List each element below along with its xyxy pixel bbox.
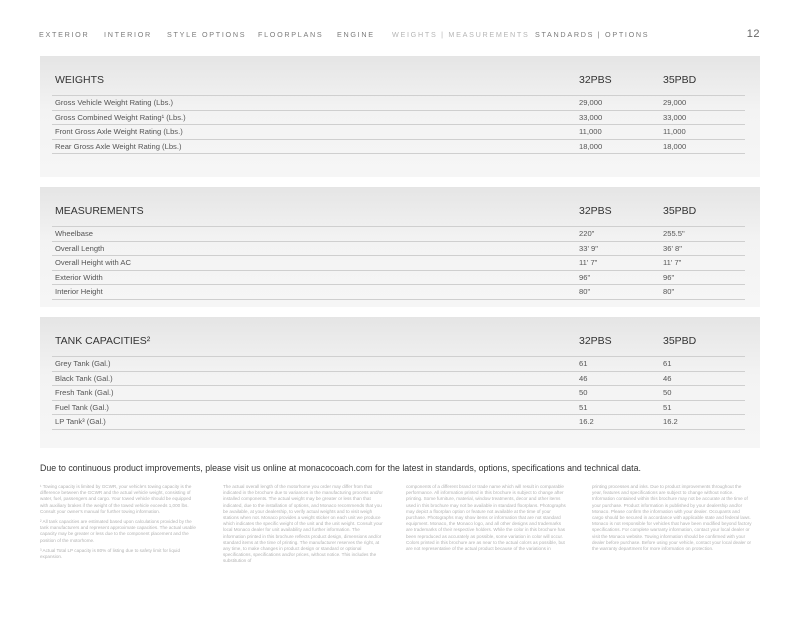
column-header-35pbd: 35PBD (663, 74, 697, 86)
table-row (52, 372, 745, 387)
measurements-panel (40, 187, 760, 307)
row-label: Fuel Tank (Gal.) (55, 402, 109, 412)
weights-header (40, 56, 760, 96)
table-row (52, 227, 745, 242)
footnote-paragraph: The actual overall length of the motorhome you order may differ from that indicated in the brochure due to variances in the manufacturing process and/or installed components. The actual weight may be greater or less than that indicated, due to the installation of options, and Monaco recommends that you be available, at your dealership, to verify actual weights and to visit weigh stations when not. Monaco provides a weight sticker on each unit we produce which indicates the specific weight of the unit and the unit weight. Consult your local Monaco dealer for unit availability and further information. The information printed in this brochure reflects product design, dimensions and/or standard items at the time of printing. The manufacturer reserves the right, at any time, to make changes in product design or standard or optional specifications, specifications and/or prices, without notice. This includes the substitution of (223, 484, 383, 564)
nav-item-floorplans[interactable]: FLOORPLANS (258, 30, 324, 39)
value-32pbs: 51 (579, 402, 588, 412)
value-35pbd: 29,000 (663, 98, 687, 107)
row-label: Overall Height with AC (55, 258, 131, 267)
value-32pbs: 18,000 (579, 141, 603, 151)
value-32pbs: 11,000 (579, 127, 602, 136)
table-row (52, 256, 745, 271)
footnote-column (592, 484, 752, 556)
tank-capacities-table (52, 356, 745, 430)
table-row (52, 285, 745, 300)
value-32pbs: 11' 7" (579, 258, 598, 267)
nav-item-standards-options[interactable]: STANDARDS | OPTIONS (535, 30, 650, 39)
value-35pbd: 11,000 (663, 127, 686, 136)
column-header-35pbd: 35PBD (663, 205, 697, 217)
value-32pbs: 96" (579, 272, 591, 282)
table-row (52, 125, 745, 140)
table-row (52, 415, 745, 430)
nav-item-style-options[interactable]: STYLE OPTIONS (167, 30, 247, 39)
row-label: Rear Gross Axle Weight Rating (Lbs.) (55, 141, 182, 151)
column-header-35pbd: 35PBD (663, 335, 697, 347)
measurements-title: MEASUREMENTS (55, 205, 144, 217)
table-row (52, 140, 745, 155)
footnote-column (223, 484, 383, 569)
measurements-header (40, 187, 760, 227)
value-32pbs: 61 (579, 359, 588, 368)
value-35pbd: 46 (663, 373, 672, 383)
weights-title: WEIGHTS (55, 74, 104, 86)
measurements-table (52, 226, 745, 300)
value-35pbd: 51 (663, 402, 672, 412)
column-header-32pbs: 32PBS (579, 74, 612, 86)
column-header-32pbs: 32PBS (579, 205, 612, 217)
row-label: LP Tank³ (Gal.) (55, 417, 106, 426)
table-row (52, 271, 745, 286)
row-label: Overall Length (55, 243, 105, 253)
table-row (52, 357, 745, 372)
weights-panel (40, 56, 760, 177)
row-label: Black Tank (Gal.) (55, 373, 113, 383)
row-label: Fresh Tank (Gal.) (55, 388, 114, 397)
nav-item-exterior[interactable]: EXTERIOR (39, 30, 90, 39)
value-35pbd: 36' 8" (663, 243, 682, 253)
top-nav (39, 30, 759, 42)
value-35pbd: 61 (663, 359, 672, 368)
page-number: 12 (746, 28, 760, 40)
row-label: Interior Height (55, 287, 103, 296)
value-35pbd: 80" (663, 287, 675, 296)
value-32pbs: 46 (579, 373, 588, 383)
footnote-paragraph: printing processes and inks. Due to product improvements throughout the year, features and specifications are subject to change without notice. Information contained within this brochure may not be accurate at the time of your purchase. Product information is published by your dealership and/or Monaco. Please confirm the information with your dealer. Occupants and cargo should be secured in accordance with applicable state and federal laws. Monaco is not responsible for vehicles that have been modified beyond factory specifications. For complete warranty information, contact your local dealer or visit the Monaco website. Towing information should be confirmed with your dealer before purchase. Before using your vehicle, contact your local dealer or the warranty department for more information on protection. (592, 484, 752, 552)
row-label: Gross Combined Weight Rating¹ (Lbs.) (55, 112, 186, 122)
value-32pbs: 33,000 (579, 112, 603, 122)
row-label: Wheelbase (55, 229, 93, 238)
row-label: Grey Tank (Gal.) (55, 359, 111, 368)
tank-capacities-header (40, 317, 760, 357)
row-label: Front Gross Axle Weight Rating (Lbs.) (55, 127, 183, 136)
tank-capacities-panel (40, 317, 760, 448)
footnote-column (406, 484, 566, 556)
footnotes (40, 484, 760, 604)
value-35pbd: 16.2 (663, 417, 678, 426)
value-32pbs: 80" (579, 287, 591, 296)
table-row (52, 96, 745, 111)
table-row (52, 242, 745, 257)
footnote-paragraph: ² All tank capacities are estimated based upon calculations provided by the tank manufacturers and represent approximate capacities. The actual usable capacity may be greater or less due to the component placement and the position of the motorhome. (40, 519, 196, 543)
value-35pbd: 50 (663, 388, 672, 397)
weights-table (52, 95, 745, 154)
value-35pbd: 11' 7" (663, 258, 682, 267)
row-label: Exterior Width (55, 272, 103, 282)
nav-item-weights-measurements[interactable]: WEIGHTS | MEASUREMENTS (392, 30, 530, 39)
row-label: Gross Vehicle Weight Rating (Lbs.) (55, 98, 174, 107)
column-header-32pbs: 32PBS (579, 335, 612, 347)
value-35pbd: 255.5" (663, 229, 685, 238)
value-35pbd: 33,000 (663, 112, 687, 122)
table-row (52, 386, 745, 401)
footnote-paragraph: components of a different brand or trade name which will result in comparable performance. All information printed in this brochure is subject to change after printing. Some furniture, material, window treatments, decor and other items used in this brochure may not be available in standard floorplans. Photographs may depict a floorplan option or feature not available at the time of your purchase. Photographs may show items or information that are not standard equipment. Monaco, the Monaco logo, and all other designs and trademarks are trademarks of their respective holders. While the color in this brochure has been reproduced as accurately as possible, some variation in color will occur. Colors printed in this brochure are as near to the actual colors as possible, but are not representative of the actual product because of the variations in (406, 484, 566, 552)
table-row (52, 401, 745, 416)
footnote-column (40, 484, 200, 564)
nav-item-interior[interactable]: INTERIOR (104, 30, 152, 39)
value-32pbs: 33' 9" (579, 243, 598, 253)
value-35pbd: 96" (663, 272, 675, 282)
disclaimer-text: Due to continuous product improvements, please visit us online at monacocoach.com for the latest in standards, options, specifications and technical data. (40, 463, 641, 473)
footnote-paragraph: ¹ Towing capacity is limited by GCWR, your vehicle's towing capacity is the difference between the GCWR and the actual vehicle weight, consisting of water, fuel, passengers and cargo. Your towed vehicle should be equipped with auxiliary brakes if the weight of the towed vehicle exceeds 1,000 lbs. Consult your owner's manual for further towing information. (40, 484, 192, 514)
value-35pbd: 18,000 (663, 141, 687, 151)
tank-capacities-title: TANK CAPACITIES² (55, 335, 151, 347)
value-32pbs: 16.2 (579, 417, 594, 426)
value-32pbs: 50 (579, 388, 588, 397)
table-row (52, 111, 745, 126)
nav-item-engine[interactable]: ENGINE (337, 30, 375, 39)
value-32pbs: 220" (579, 229, 595, 238)
value-32pbs: 29,000 (579, 98, 603, 107)
footnote-paragraph: ³ Actual Total LP capacity is 80% of listing due to safety limit for liquid expansion. (40, 547, 181, 560)
